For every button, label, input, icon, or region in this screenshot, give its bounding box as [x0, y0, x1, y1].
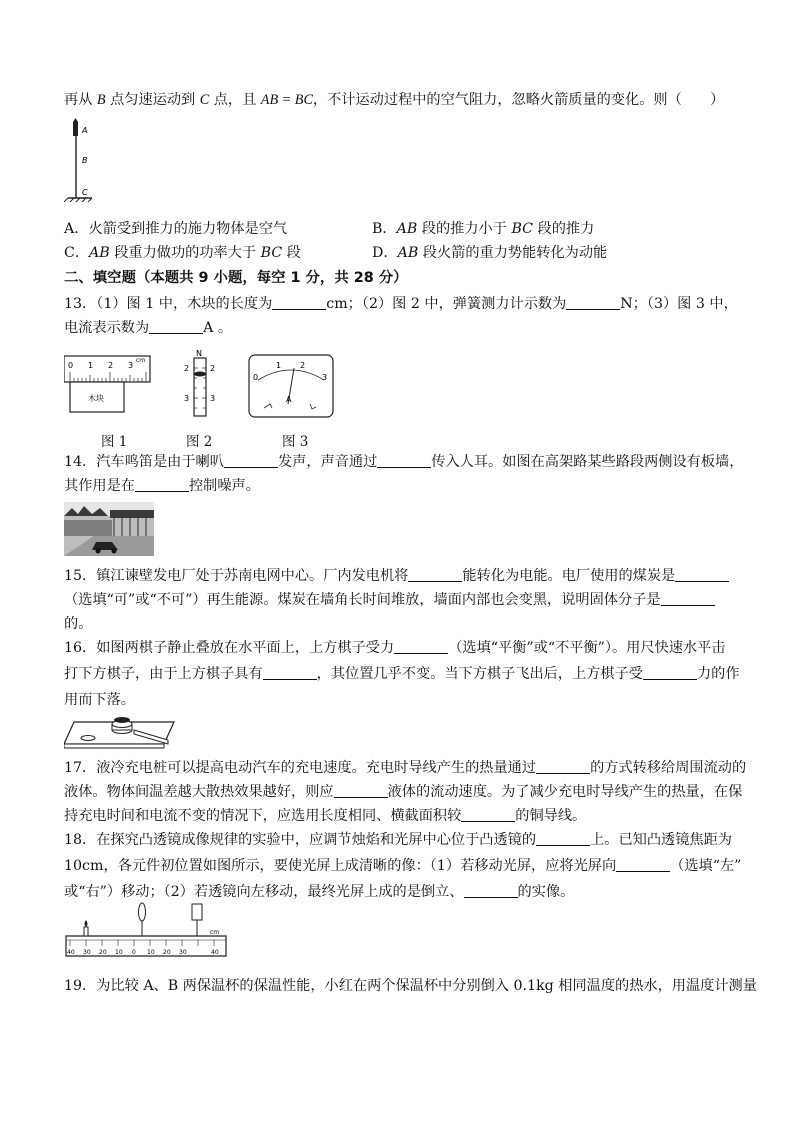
ammeter-tick-3: 3 [322, 373, 328, 382]
point-b-label: B [82, 156, 88, 165]
rocket-nose [73, 118, 78, 122]
q12-option-a: A．火箭受到推力的施力物体是空气 [64, 221, 288, 237]
ammeter-tick-1: 1 [276, 361, 282, 370]
q14-line1: 14．汽车鸣笛是由于喇叭 发声，声音通过 传入人耳。如图在高架路某些路段两侧设有板墙， [64, 454, 744, 470]
q18-blank-image[interactable] [464, 883, 518, 898]
ammeter-tick-2: 2 [300, 361, 306, 370]
q18-blank-direction[interactable] [616, 857, 670, 872]
ruler-tick-1: 1 [88, 361, 94, 370]
q13-blank-length[interactable] [272, 295, 326, 310]
highway-noise-barrier-photo [64, 502, 154, 556]
spring-tick-left-3: 3 [184, 394, 190, 403]
q16-line3: 用而下落。 [64, 692, 135, 708]
ammeter-figure [248, 354, 334, 418]
q17-blank-area[interactable] [461, 807, 515, 822]
wood-block-label: 木块 [88, 394, 104, 403]
optical-bench-figure [64, 902, 230, 960]
q18-line1: 18．在探究凸透镜成像规律的实验中，应调节烛焰和光屏中心位于凸透镜的 上。已知凸透镜焦距为 [64, 832, 732, 848]
q17-line3: 持充电时间和电流不变的情况下，应选用长度相同、横截面积较 的铜导线。 [64, 808, 587, 824]
bench-tick-0: 0 [132, 949, 136, 956]
q16-line2: 打下方棋子，由于上方棋子具有 ，其位置几乎不变。当下方棋子飞出后，上方棋子受 力的作 [64, 666, 740, 682]
q15-blank-renewable[interactable] [675, 567, 729, 582]
spring-pointer [194, 372, 206, 377]
q19-line1: 19．为比较 A、B 两保温杯的保温性能，小红在两个保温杯中分别倒入 0.1kg 相同温度的热水，用温度计测量 [64, 978, 757, 994]
spring-tick-left-2: 2 [184, 364, 190, 373]
spring-scale-figure [180, 348, 220, 418]
ruler-tick-0: 0 [68, 361, 74, 370]
ammeter-tick-0: 0 [253, 373, 259, 382]
ruler-unit: cm [136, 357, 146, 364]
light-screen [192, 904, 202, 920]
q12-option-c: C．AB 段重力做功的功率大于 BC 段 [64, 245, 301, 261]
q17-blank-heat[interactable] [536, 759, 590, 774]
q14-blank-where[interactable] [135, 477, 189, 492]
ruler-tick-3: 3 [128, 361, 134, 370]
point-a-label: A [82, 126, 88, 135]
ammeter-unit-icon: A [286, 395, 292, 404]
q12-option-b: B．AB 段的推力小于 BC 段的推力 [372, 221, 595, 237]
bench-tick-30-right: 30 [179, 949, 187, 956]
rocket-body [73, 122, 78, 136]
q16-blank-inertia[interactable] [263, 665, 317, 680]
candle [84, 927, 88, 936]
point-c-label: C [82, 188, 88, 197]
bench-tick-20-left: 20 [99, 949, 107, 956]
q14-blank-source[interactable] [224, 453, 278, 468]
ruler-tick-2: 2 [108, 361, 114, 370]
q16-line1: 16．如图两棋子静止叠放在水平面上，上方棋子受力 （选填“平衡”或“不平衡”）。用尺快速水平击 [64, 640, 726, 656]
q14-line2: 其作用是在 控制噪声。 [64, 478, 260, 494]
q17-line2: 液体。物体间温差越大散热效果越好，则应 液体的流动速度。为了减少充电时导线产生的热量，在保 [64, 784, 743, 800]
q18-line3: 或“右”）移动；（2）若透镜向左移动，最终光屏上成的是倒立、 的实像。 [64, 884, 575, 900]
q18-line2: 10cm，各元件初位置如图所示，要使光屏上成清晰的像：（1）若移动光屏，应将光屏向 （选填“左” [64, 858, 742, 874]
q14-blank-medium[interactable] [377, 453, 431, 468]
q16-blank-force[interactable] [643, 665, 697, 680]
q15-blank-energy[interactable] [408, 567, 462, 582]
q13-blank-current[interactable] [149, 319, 203, 334]
q16-blank-balance[interactable] [394, 639, 448, 654]
spring-tick-right-3: 3 [210, 394, 216, 403]
q15-line2: （选填“可”或“不可”）再生能源。煤炭在墙角长时间堆放，墙面内部也会变黑，说明固体分子是 [64, 590, 715, 610]
ruler-figure [64, 354, 152, 416]
bench-tick-10-right: 10 [147, 949, 155, 956]
q17-line1: 17．液冷充电桩可以提高电动汽车的充电速度。充电时导线产生的热量通过 的方式转移给周围流动的 [64, 760, 747, 776]
other-piece [81, 736, 95, 741]
q17-blank-flow[interactable] [334, 783, 388, 798]
candle-flame [85, 920, 88, 927]
bench-tick-20-right: 20 [163, 949, 171, 956]
chess-pieces-figure [64, 710, 176, 750]
q15-line1: 15．镇江谏壁发电厂处于苏南电网中心。厂内发电机将 能转化为电能。电厂使用的煤炭是 [64, 566, 729, 586]
bench-tick-40-right: 40 [211, 949, 219, 956]
bench-tick-40-left: 40 [67, 949, 75, 956]
q13-line2: 电流表示数为 A 。 [64, 320, 233, 336]
section-title: 二、填空题（本题共 9 小题，每空 1 分，共 28 分） [64, 270, 408, 286]
q13-line1: 13．（1）图 1 中，木块的长度为 cm；（2）图 2 中，弹簧测力计示数为 N；（3）图 3 中， [64, 296, 738, 312]
bench-tick-30-left: 30 [83, 949, 91, 956]
rocket-figure [64, 118, 104, 202]
fig1-caption: 图 1 [101, 434, 128, 450]
fig2-caption: 图 2 [186, 434, 213, 450]
q15-blank-molecules[interactable] [661, 591, 715, 606]
spring-unit: N [196, 349, 202, 358]
fig3-caption: 图 3 [282, 434, 309, 450]
q12-intro: 再从 B 点匀速运动到 C 点，且 AB = BC，不计运动过程中的空气阻力，忽略火箭质量的变化。则（ ） [64, 92, 725, 108]
spring-tick-right-2: 2 [210, 364, 216, 373]
convex-lens [139, 903, 146, 921]
q13-blank-force[interactable] [566, 295, 620, 310]
q12-option-d: D．AB 段火箭的重力势能转化为动能 [372, 245, 608, 261]
spring-scale-body [194, 358, 206, 416]
q15-line3: 的。 [64, 616, 93, 632]
q18-blank-axis[interactable] [536, 831, 590, 846]
bench-unit: cm [210, 929, 220, 936]
bench-tick-10-left: 10 [115, 949, 123, 956]
